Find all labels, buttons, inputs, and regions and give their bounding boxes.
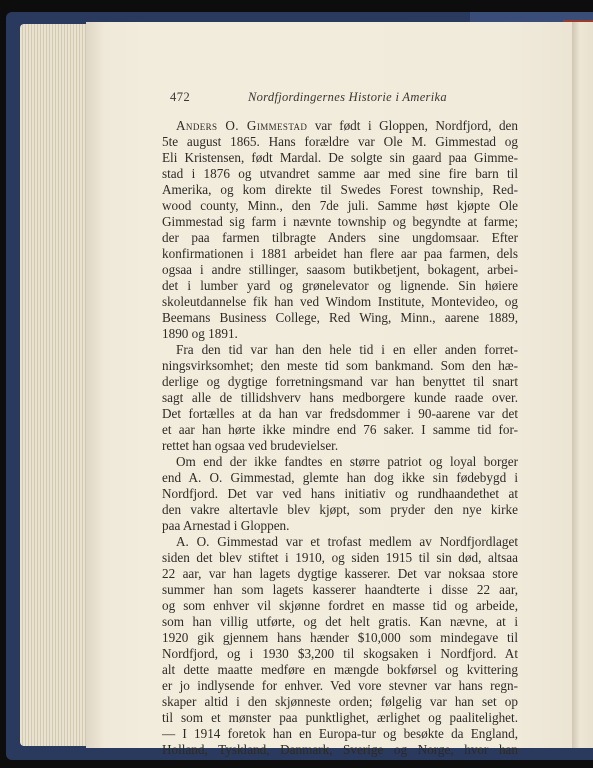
text-line xyxy=(162,470,518,486)
text-line xyxy=(162,214,518,230)
running-title: Nordfjordingernes Historie i Amerika xyxy=(248,90,447,104)
line-text: stad i 1876 og utvandret samme aar med sine fire barn til xyxy=(162,166,518,181)
text-line xyxy=(162,678,518,694)
line-text: Nordfjord. Det var ved hans initiativ og rundhaandethet at xyxy=(162,486,518,501)
text-line xyxy=(162,582,518,598)
page-header xyxy=(170,90,520,108)
line-text: Holland, Tyskland, Danmark, Sverige og Norge, hvor han xyxy=(162,742,518,757)
line-text: og som enhver vil skjønne fordret en masse tid og arbeide, xyxy=(162,598,518,613)
text-line xyxy=(162,726,518,742)
line-text: Beemans Business College, Red Wing, Minn., aarene 1889, xyxy=(162,310,518,325)
line-text: rettet han ogsaa ved brudevielser. xyxy=(162,438,339,453)
text-line xyxy=(162,742,518,758)
text-line xyxy=(162,486,518,502)
text-line xyxy=(162,342,518,358)
text-line xyxy=(162,166,518,182)
line-text: Om end der ikke fandtes en større patriot og loyal borger xyxy=(176,454,518,469)
line-text: 5te august 1865. Hans forældre var Ole M. Gimmestad og xyxy=(162,134,518,149)
name-small-caps: Anders O. Gimmestad xyxy=(176,118,308,133)
text-line xyxy=(162,662,518,678)
text-line xyxy=(162,374,518,390)
line-text: til som et mønster paa punktlighet, ærlighet og paalitelighet. xyxy=(162,710,518,725)
text-line xyxy=(162,182,518,198)
line-text: siden det blev stiftet i 1910, og siden 1915 til sin død, altsaa xyxy=(162,550,518,565)
body-text xyxy=(162,118,518,758)
text-line xyxy=(162,502,518,518)
text-line xyxy=(162,646,518,662)
text-line xyxy=(162,246,518,262)
line-text: ogsaa i andre stillinger, saasom butikbetjent, bokagent, arbei- xyxy=(162,262,518,277)
line-text: 1920 gik gjennem hans hænder $10,000 som mindegave til xyxy=(162,630,518,645)
text-line xyxy=(162,454,518,470)
text-line xyxy=(162,278,518,294)
page-number: 472 xyxy=(170,90,191,104)
text-line xyxy=(162,598,518,614)
text-line xyxy=(162,150,518,166)
line-text: der paa farmen tilbragte Anders sine ungdomsaar. Efter xyxy=(162,230,518,245)
text-line xyxy=(162,614,518,630)
line-text: det i lumber yard og grønelevator og lignende. Sin høiere xyxy=(162,278,518,293)
text-line xyxy=(162,566,518,582)
line-text: den vakre altertavle blev kjøpt, som pryder den nye kirke xyxy=(162,502,518,517)
text-line xyxy=(162,694,518,710)
line-text: Det fortælles at da han var fredsdommer i 90-aarene var det xyxy=(162,406,518,421)
line-text: — I 1914 foretok han en Europa-tur og besøkte da England, xyxy=(162,726,518,741)
line-text: skoleutdannelse fik han ved Windom Institute, Montevideo, og xyxy=(162,294,518,309)
line-text: skaper altid i den skjønneste orden; følgelig var han set op xyxy=(162,694,518,709)
text-line xyxy=(162,262,518,278)
line-text: Fra den tid var han den hele tid i en eller anden forret- xyxy=(176,342,518,357)
text-line xyxy=(162,326,518,342)
line-text: Gimmestad sig farm i nævnte township og begyndte at farme; xyxy=(162,214,518,229)
text-line xyxy=(162,230,518,246)
line-text: A. O. Gimmestad var et trofast medlem av Nordfjordlaget xyxy=(176,534,518,549)
line-text: summer han som lagets kasserer haandterte i disse 22 aar, xyxy=(162,582,518,597)
text-line xyxy=(162,518,518,534)
text-line xyxy=(162,406,518,422)
text-line xyxy=(162,310,518,326)
text-line xyxy=(162,534,518,550)
line-text: var født i Gloppen, Nordfjord, den xyxy=(307,118,518,133)
line-text: 1890 og 1891. xyxy=(162,326,238,341)
text-line xyxy=(162,438,518,454)
text-line xyxy=(162,710,518,726)
facing-page-edge xyxy=(572,22,593,748)
line-text: end A. O. Gimmestad, glemte han dog ikke sin fødebygd i xyxy=(162,470,518,485)
line-text: et aar han hørte ikke mindre end 76 saker. I samme tid for- xyxy=(162,422,518,437)
line-text: konfirmationen i 1881 arbeidet han flere aar paa farmen, dels xyxy=(162,246,518,261)
text-line xyxy=(162,390,518,406)
line-text: derlige og dygtige forretningsmand var han benyttet til snart xyxy=(162,374,518,389)
line-text: alt dette maatte medføre en mængde bokførsel og kvittering xyxy=(162,662,518,677)
line-text: paa Arnestad i Gloppen. xyxy=(162,518,290,533)
text-line xyxy=(162,134,518,150)
line-text: som han villig utførte, og det helt gratis. Kan nævne, at i xyxy=(162,614,518,629)
line-text: sagt alle de tillidshverv hans medborgere kunde raade over. xyxy=(162,390,518,405)
text-line xyxy=(162,118,518,134)
text-line xyxy=(162,550,518,566)
text-line xyxy=(162,294,518,310)
text-line xyxy=(162,630,518,646)
line-text: ningsvirksomhet; den meste tid som bankmand. Som den hæ- xyxy=(162,358,518,373)
line-text: Eli Kristensen, født Mardal. De solgte sin gaard paa Gimme- xyxy=(162,150,518,165)
page-block-edges xyxy=(20,24,88,746)
line-text: er jo indlysende for enhver. Ved vore stevner var hans regn- xyxy=(162,678,518,693)
line-text: wood county, Minn., den 7de juli. Samme høst kjøpte Ole xyxy=(162,198,518,213)
text-line xyxy=(162,358,518,374)
line-text: Amerika, og kom direkte til Swedes Forest township, Red- xyxy=(162,182,518,197)
line-text: Nordfjord, og i 1930 $3,200 til skogsaken i Nordfjord. At xyxy=(162,646,518,661)
text-line xyxy=(162,422,518,438)
line-text: 22 aar, var han lagets dygtige kasserer. Det var noksaa store xyxy=(162,566,518,581)
text-line xyxy=(162,198,518,214)
